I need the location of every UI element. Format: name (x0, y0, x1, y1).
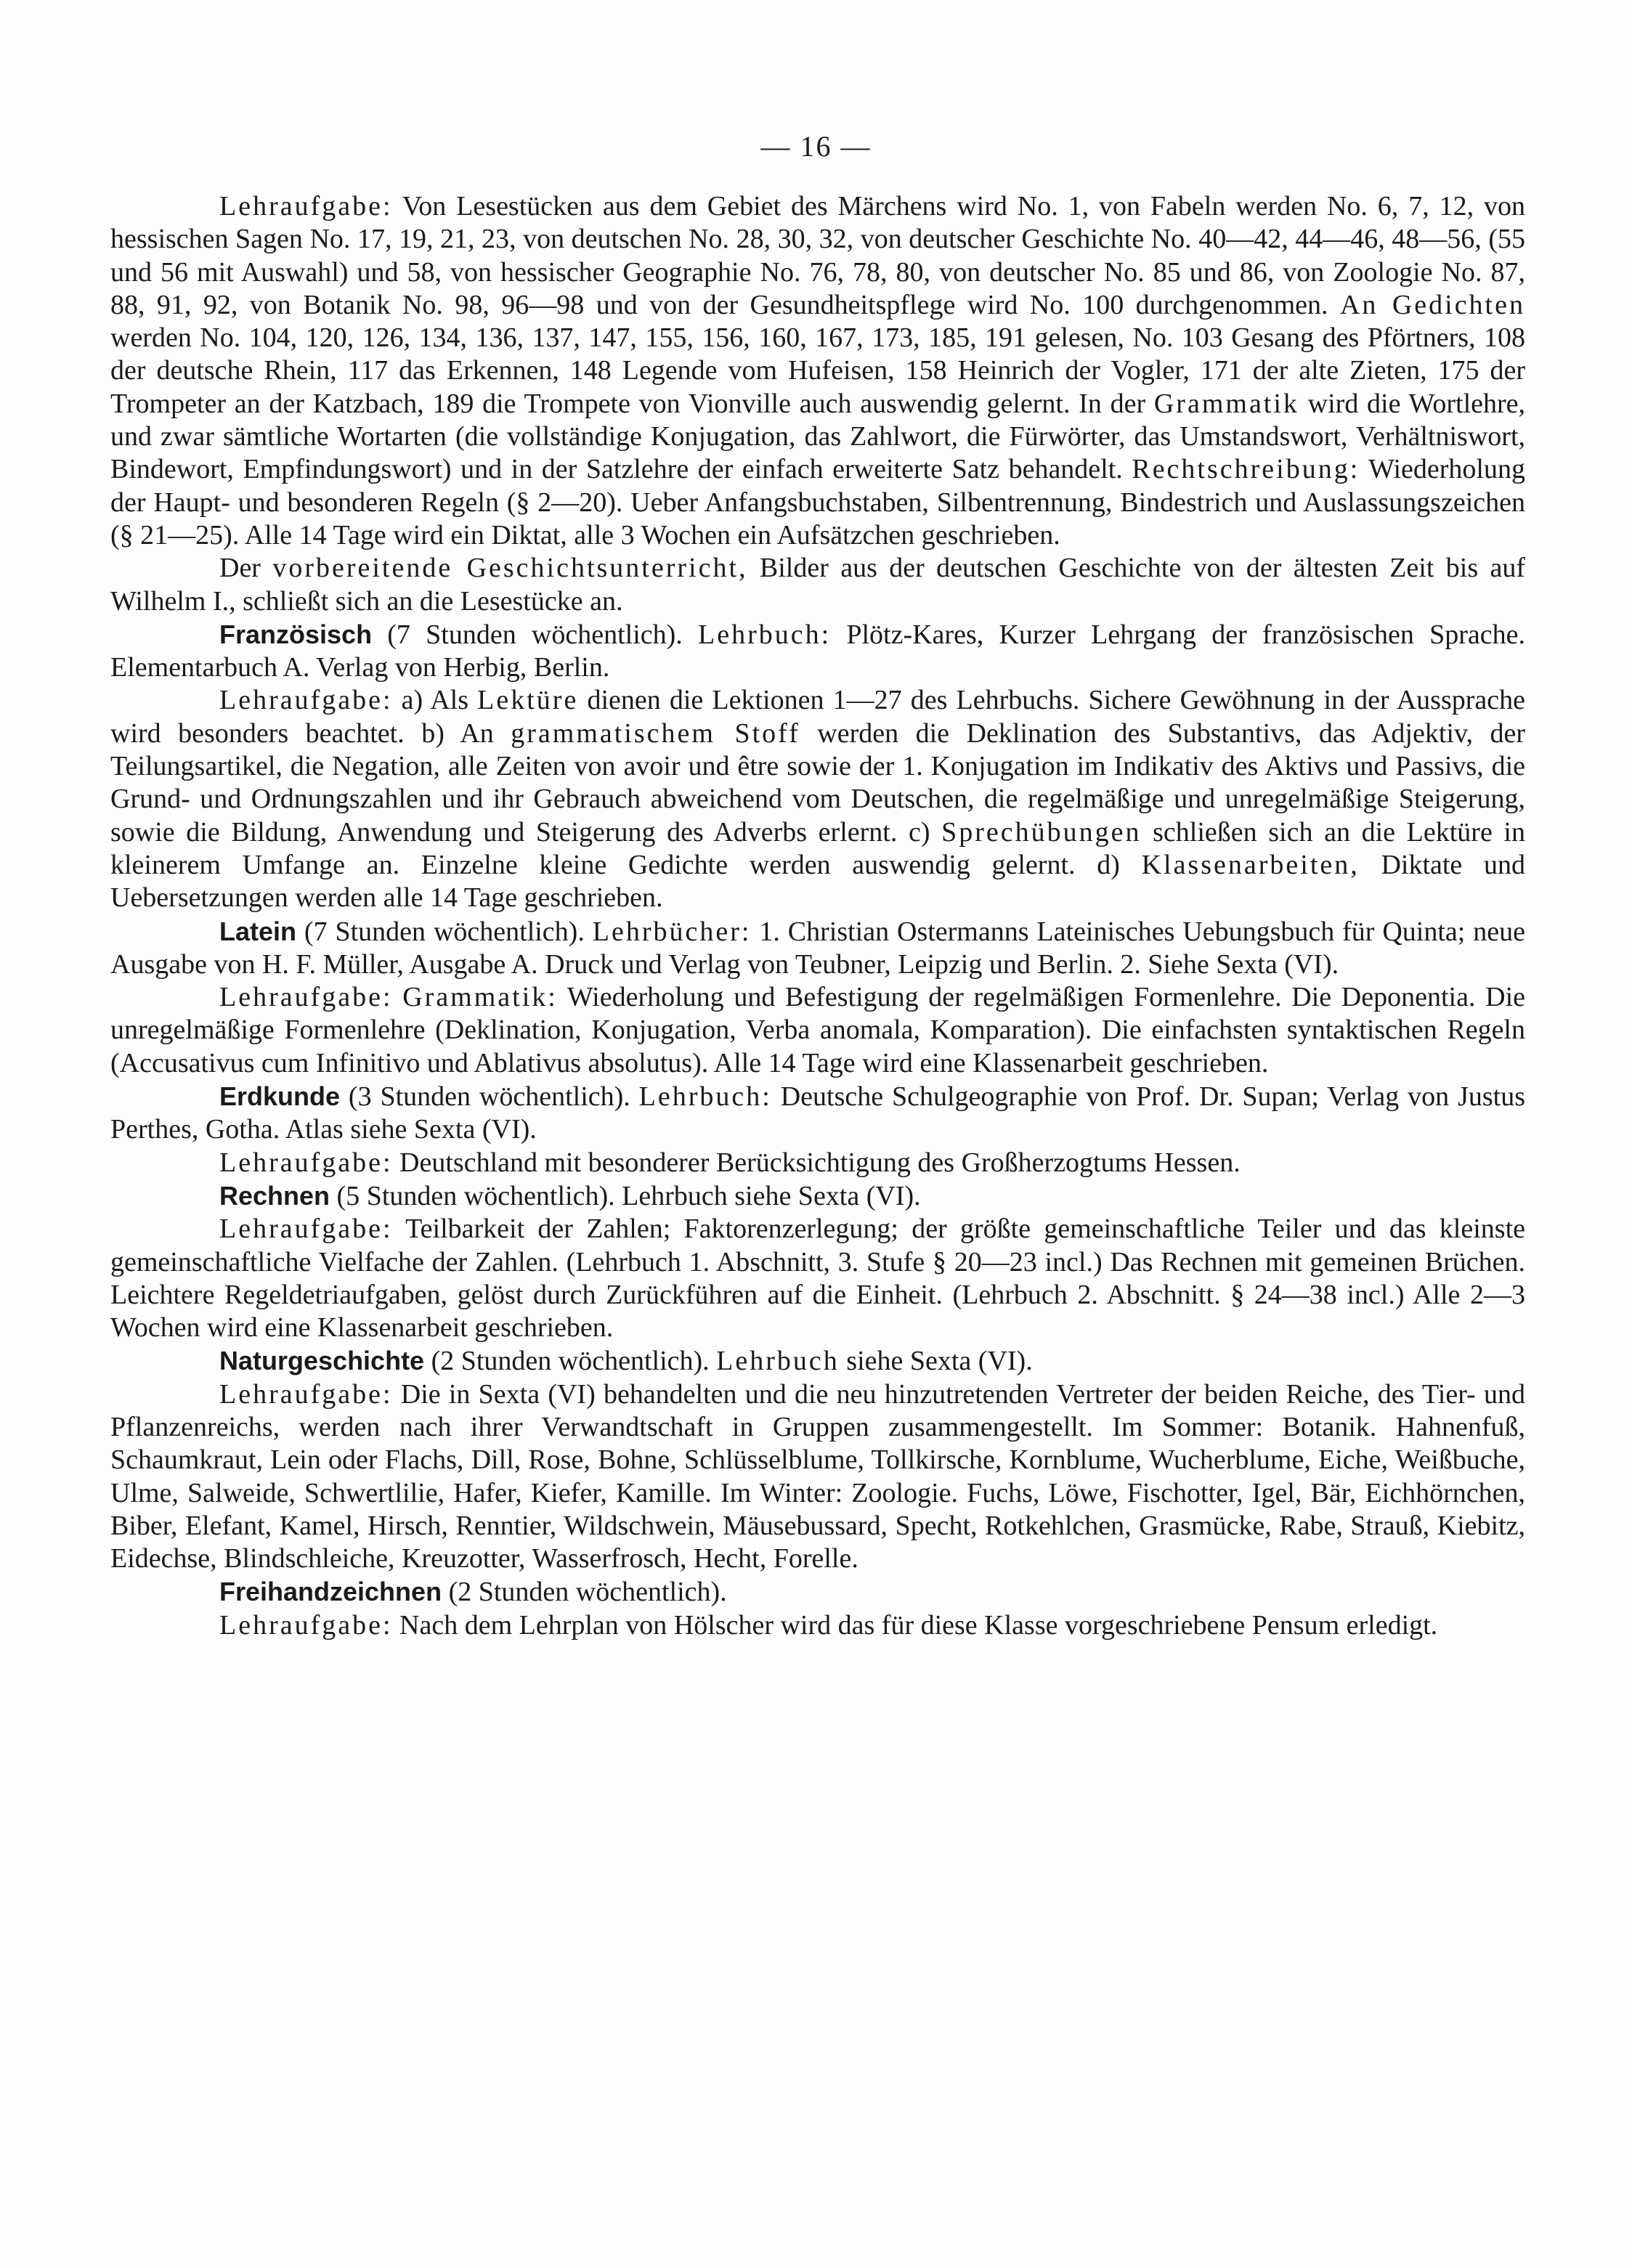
lehraufgabe-label: Lehraufgabe: (219, 982, 393, 1013)
paragraph-erdkunde-lehraufgabe: Lehraufgabe: Deutschland mit besonderer Berücksichtigung des Großherzogtums Hessen. (219, 1147, 1241, 1178)
spaced-heading: Lektüre (477, 685, 579, 716)
paragraph-geschichte: Der vorbereitende Geschichtsunterricht, Bilder aus der deutschen Geschichte von der ältesten Zeit bis auf Wilhelm I., schließt sich an die Lesestücke an. (110, 553, 1525, 617)
spaced-heading: Lehrbuch: (697, 619, 832, 650)
subject-heading: Erdkunde (219, 1081, 341, 1112)
paragraph-latein: Latein (7 Stunden wöchentlich). Lehrbücher: 1. Christian Ostermanns Lateinisches Uebungsbuch für Quinta; neue Ausgabe von H. F. Müller, Ausgabe A. Druck und Verlag von Teubner, Leipzig und Berlin. 2. Siehe Sexta (VI). (110, 916, 1525, 980)
paragraph-rechnen: Rechnen (5 Stunden wöchentlich). Lehrbuch siehe Sexta (VI). (219, 1180, 921, 1211)
spaced-heading: Lehrbücher: (592, 916, 752, 947)
subject-heading: Freihandzeichnen (219, 1577, 442, 1607)
spaced-heading: An Gedichten (1339, 289, 1525, 320)
paragraph-deutsch-lehraufgabe: Lehraufgabe: Von Lesestücken aus dem Gebiet des Märchens wird No. 1, von Fabeln werden No. 6, 7, 12, von hessischen Sagen No. 17, 19, 21, 23, von deutschen No. 28, 30, 32, von deutscher Geschichte No. 40—42, 44—46, 48—56, (55 und 56 mit Auswahl) und 58, von hessischer Geographie No. 76, 78, 80, von deutscher No. 85 und 86, von Zoologie No. 87, 88, 91, 92, von Botanik No. 98, 96—98 und von der Gesundheitspflege wird No. 100 durchgenommen. An Gedichten werden No. 104, 120, 126, 134, 136, 137, 147, 155, 156, 160, 167, 173, 185, 191 gelesen, No. 103 Gesang des Pförtners, 108 der deutsche Rhein, 117 das Erkennen, 148 Legende vom Hufeisen, 158 Heinrich der Vogler, 171 der alte Zieten, 175 der Trompeter an der Katzbach, 189 die Trompete von Vionville auch auswendig gelernt. In der Grammatik wird die Wortlehre, und zwar sämtliche Wortarten (die vollständige Konjugation, das Zahlwort, die Fürwörter, das Umstandswort, Verhältniswort, Bindewort, Empfindungswort) und in der Satzlehre der einfach erweiterte Satz behandelt. Rechtschreibung: Wiederholung der Haupt- und besonderen Regeln (§ 2—20). Ueber Anfangsbuchstaben, Silbentrennung, Bindestrich und Auslassungszeichen (§ 21—25). Alle 14 Tage wird ein Diktat, alle 3 Wochen ein Aufsätzchen geschrieben. (110, 191, 1526, 550)
spaced-heading: grammatischem Stoff (511, 718, 800, 749)
lehraufgabe-label: Lehraufgabe: (219, 1214, 393, 1245)
document-body (110, 190, 1525, 1642)
lehraufgabe-label: Lehraufgabe: (219, 1147, 393, 1178)
paragraph-franzoesisch: Französisch (7 Stunden wöchentlich). Lehrbuch: Plötz-Kares, Kurzer Lehrgang der französischen Sprache. Elementarbuch A. Verlag von Herbig, Berlin. (110, 619, 1525, 683)
paragraph-freihandzeichnen: Freihandzeichnen (2 Stunden wöchentlich). (219, 1577, 727, 1608)
subject-heading: Rechnen (219, 1180, 330, 1211)
lehraufgabe-label: Lehraufgabe: (219, 191, 393, 221)
subject-heading: Latein (219, 916, 297, 946)
paragraph-franzoesisch-lehraufgabe: Lehraufgabe: a) Als Lektüre dienen die Lektionen 1—27 des Lehrbuchs. Sichere Gewöhnung in der Aussprache wird besonders beachtet. b) An grammatischem Stoff werden die Deklination des Substantivs, das Adjektiv, der Teilungsartikel, die Negation, alle Zeiten von avoir und être sowie der 1. Konjugation im Indikativ des Aktivs und Passivs, die Grund- und Ordnungszahlen und ihr Gebrauch abweichend vom Deutschen, die regelmäßige und unregelmäßige Steigerung, sowie die Bildung, Anwendung und Steigerung des Adverbs erlernt. c) Sprechübungen schließen sich an die Lektüre in kleinerem Umfange an. Einzelne kleine Gedichte werden auswendig gelernt. d) Klassenarbeiten, Diktate und Uebersetzungen werden alle 14 Tage geschrieben. (110, 685, 1526, 914)
paragraph-freihandzeichnen-lehraufgabe: Lehraufgabe: Nach dem Lehrplan von Hölscher wird das für diese Klasse vorgeschriebene Pensum erledigt. (219, 1609, 1438, 1641)
subject-heading: Naturgeschichte (219, 1346, 425, 1376)
spaced-heading: Lehrbuch: (638, 1081, 772, 1113)
paragraph-latein-lehraufgabe: Lehraufgabe: Grammatik: Wiederholung und Befestigung der regelmäßigen Formenlehre. Die Deponentia. Die unregelmäßige Formenlehre (Deklination, Konjugation, Verba anomala, Komparation). Die einfachsten syntaktischen Regeln (Accusativus cum Infinitivo und Ablativus absolutus). Alle 14 Tage wird eine Klassenarbeit geschrieben. (110, 982, 1526, 1078)
paragraph-naturgeschichte-lehraufgabe: Lehraufgabe: Die in Sexta (VI) behandelten und die neu hinzutretenden Vertreter der beiden Reiche, des Tier- und Pflanzenreichs, werden nach ihrer Verwandtschaft in Gruppen zusammengestellt. Im Sommer: Botanik. Hahnenfuß, Schaumkraut, Lein oder Flachs, Dill, Rose, Bohne, Schlüsselblume, Tollkirsche, Kornblume, Wucherblume, Eiche, Weißbuche, Ulme, Salweide, Schwertlilie, Hafer, Kiefer, Kamille. Im Winter: Zoologie. Fuchs, Löwe, Fischotter, Igel, Bär, Eichhörnchen, Biber, Elefant, Kamel, Hirsch, Renntier, Wildschwein, Mäusebussard, Specht, Rotkehlchen, Grasmücke, Rabe, Strauß, Kiebitz, Eidechse, Blindschleiche, Kreuzotter, Wasserfrosch, Hecht, Forelle. (110, 1378, 1525, 1574)
spaced-heading: Lehrbuch (716, 1346, 840, 1377)
lehraufgabe-label: Lehraufgabe: (219, 1378, 393, 1410)
spaced-heading: Sprechübungen (941, 816, 1142, 848)
paragraph-erdkunde: Erdkunde (3 Stunden wöchentlich). Lehrbuch: Deutsche Schulgeographie von Prof. Dr. Supan; Verlag von Justus Perthes, Gotha. Atlas siehe Sexta (VI). (110, 1081, 1525, 1145)
spaced-heading: Grammatik: (402, 982, 558, 1013)
spaced-heading: Klassenarbeiten, (1141, 849, 1360, 880)
spaced-heading: vorbereitende Geschichtsunterricht, (272, 553, 748, 584)
paragraph-rechnen-lehraufgabe: Lehraufgabe: Teilbarkeit der Zahlen; Faktorenzerlegung; der größte gemeinschaftliche Teiler und das kleinste gemeinschaftliche Vielfache der Zahlen. (Lehrbuch 1. Abschnitt, 3. Stufe § 20—23 incl.) Das Rechnen mit gemeinen Brüchen. Leichtere Regeldetriaufgaben, gelöst durch Zurückführen auf die Einheit. (Lehrbuch 2. Abschnitt. § 24—38 incl.) Alle 2—3 Wochen wird eine Klassenarbeit geschrieben. (110, 1214, 1525, 1344)
page-number: — 16 — (760, 130, 872, 163)
lehraufgabe-label: Lehraufgabe: (219, 685, 393, 716)
paragraph-naturgeschichte: Naturgeschichte (2 Stunden wöchentlich). Lehrbuch siehe Sexta (VI). (219, 1346, 1033, 1377)
spaced-heading: Grammatik (1153, 388, 1299, 419)
subject-heading: Französisch (219, 619, 373, 649)
spaced-heading: Rechtschreibung: (1132, 454, 1360, 485)
lehraufgabe-label: Lehraufgabe: (219, 1609, 393, 1641)
